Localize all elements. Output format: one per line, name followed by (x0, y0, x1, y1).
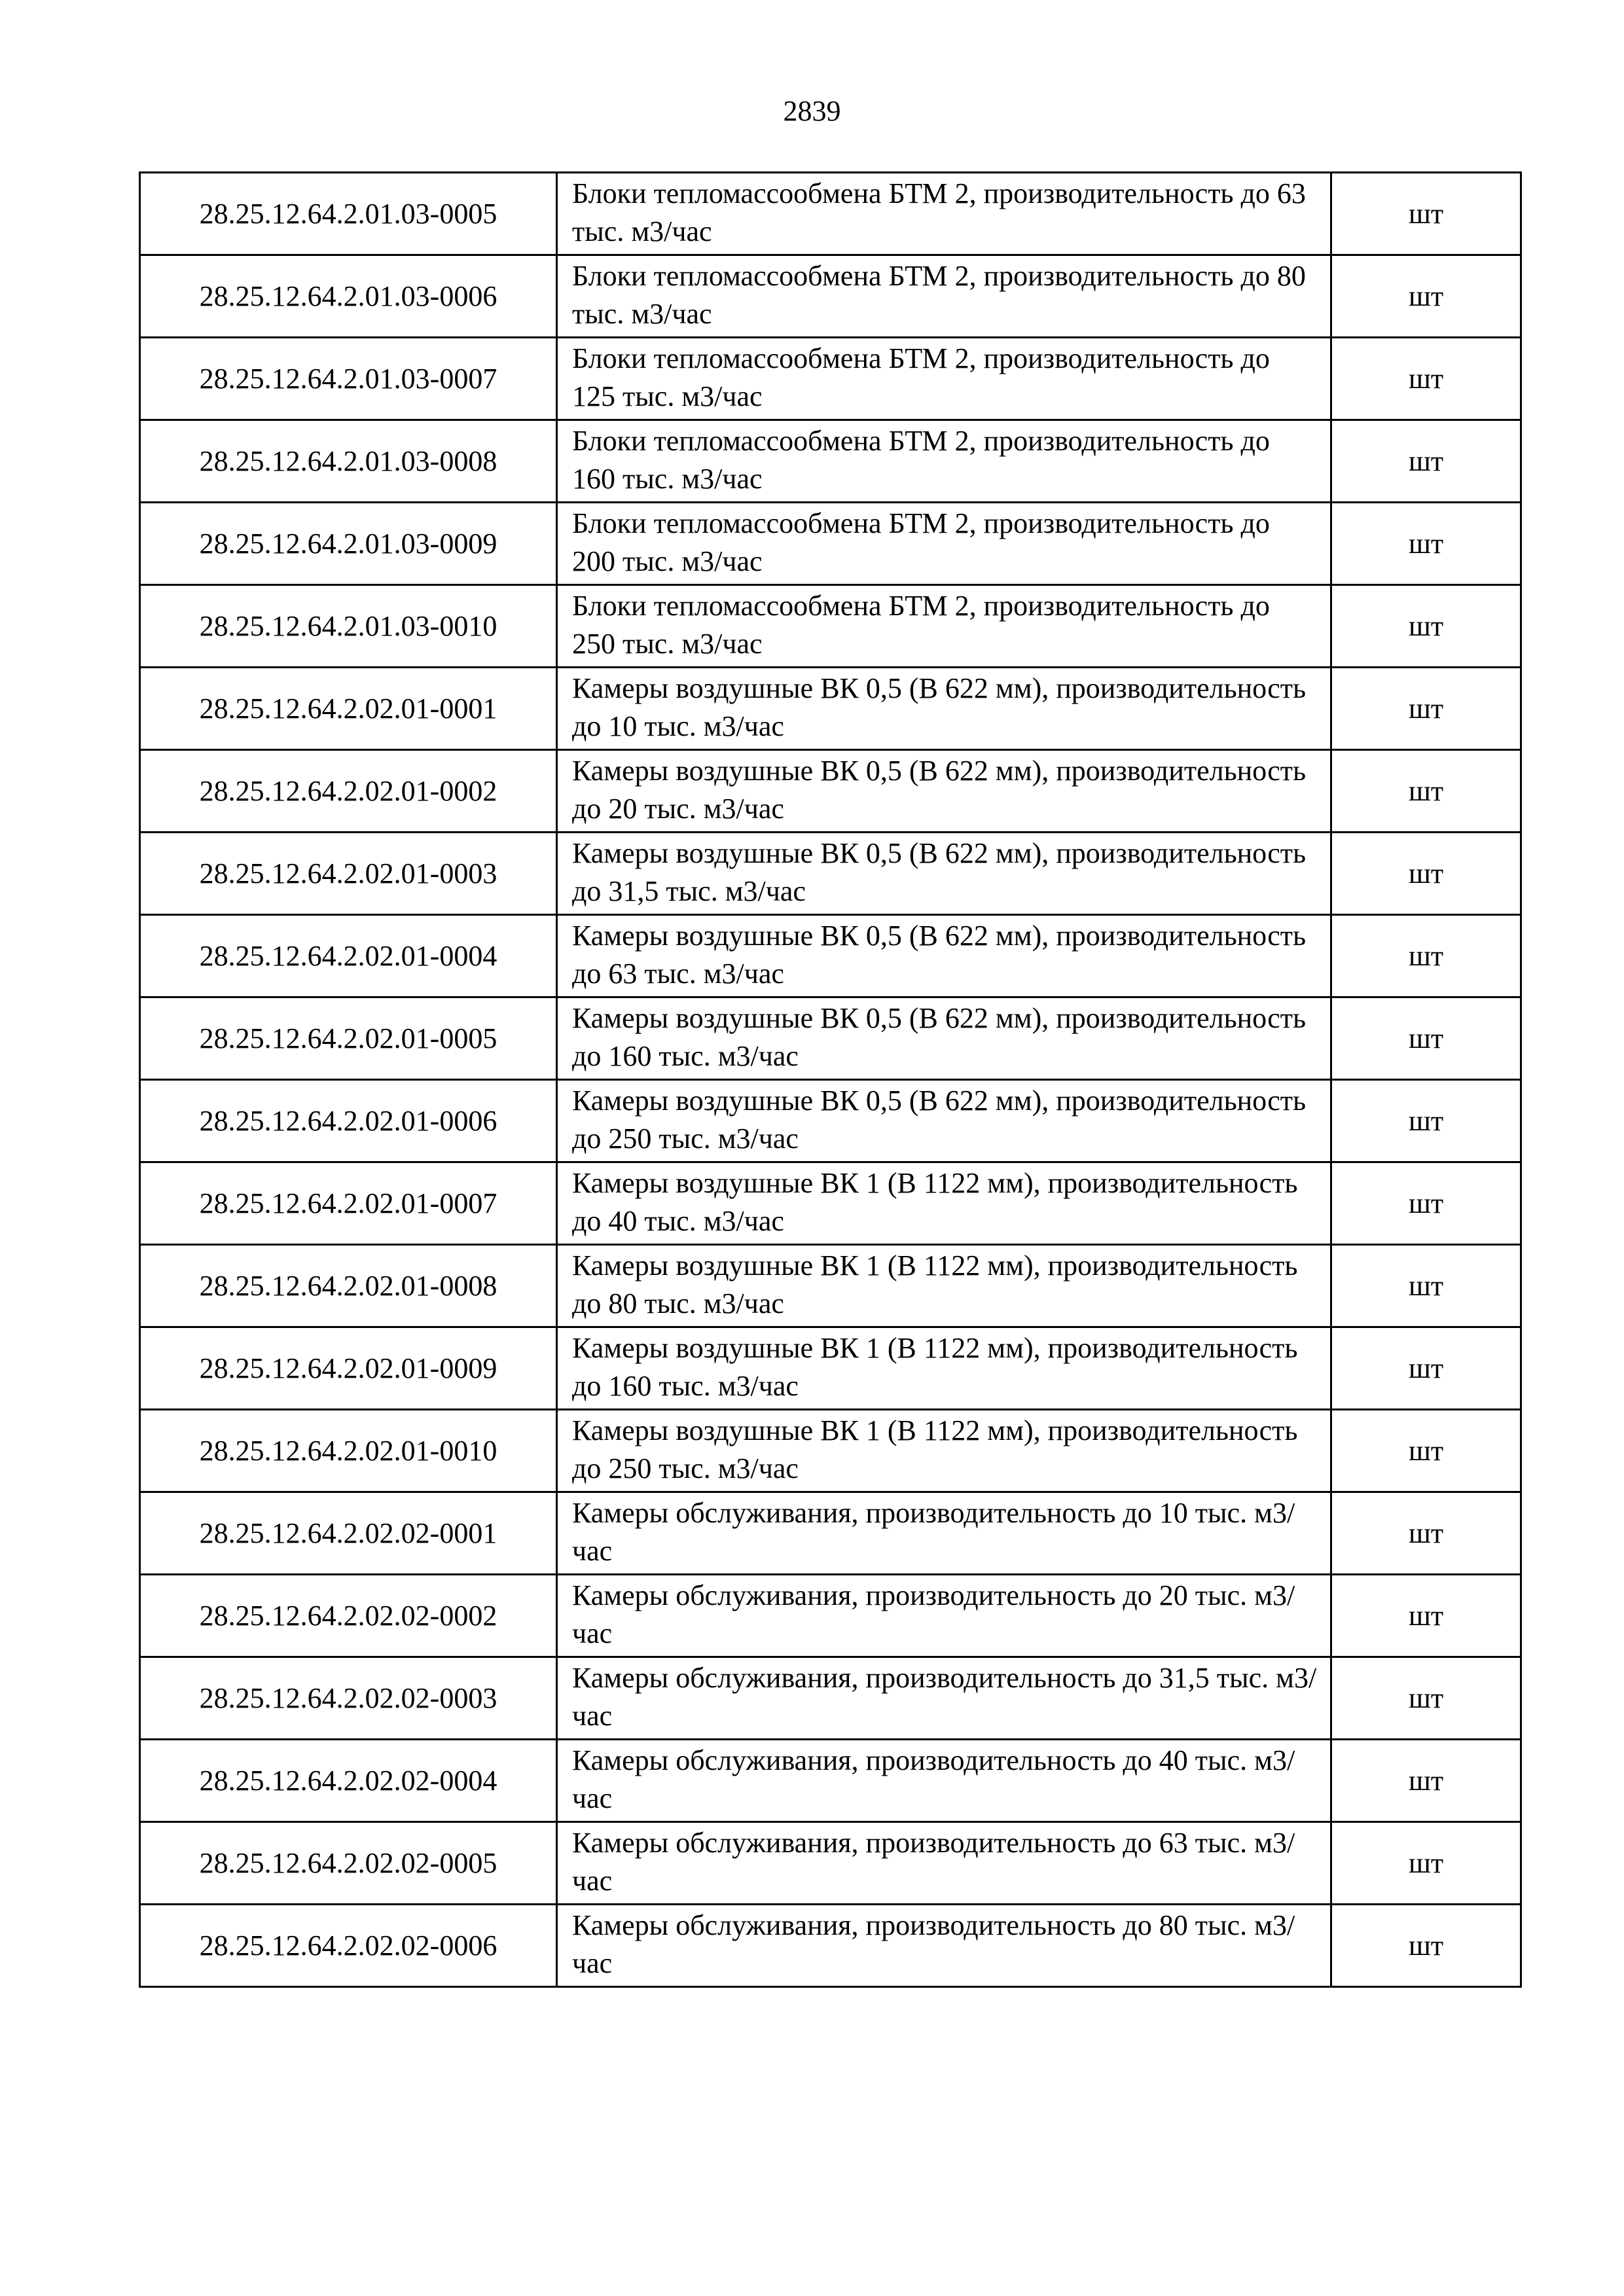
row-unit: шт (1331, 1740, 1521, 1822)
table-row (140, 503, 1521, 585)
table-row (140, 997, 1521, 1080)
table-row (140, 1822, 1521, 1905)
table-row (140, 585, 1521, 668)
row-code: 28.25.12.64.2.01.03-0009 (140, 503, 557, 585)
row-code: 28.25.12.64.2.02.01-0003 (140, 833, 557, 915)
row-name: Камеры воздушные ВК 0,5 (В 622 мм), производительность до 63 тыс. м3/час (557, 915, 1331, 997)
row-unit: шт (1331, 585, 1521, 668)
row-name: Блоки тепломассообмена БТМ 2, производительность до 63 тыс. м3/час (557, 173, 1331, 255)
row-unit: шт (1331, 1822, 1521, 1905)
table-row (140, 1080, 1521, 1162)
row-name: Блоки тепломассообмена БТМ 2, производительность до 125 тыс. м3/час (557, 338, 1331, 420)
row-code: 28.25.12.64.2.02.01-0010 (140, 1410, 557, 1492)
row-code: 28.25.12.64.2.02.01-0002 (140, 750, 557, 833)
row-unit: шт (1331, 503, 1521, 585)
row-code: 28.25.12.64.2.02.02-0005 (140, 1822, 557, 1905)
table-row (140, 1740, 1521, 1822)
row-unit: шт (1331, 668, 1521, 750)
row-name: Камеры обслуживания, производительность до 20 тыс. м3/час (557, 1575, 1331, 1657)
row-code: 28.25.12.64.2.02.01-0008 (140, 1245, 557, 1327)
row-code: 28.25.12.64.2.02.01-0005 (140, 997, 557, 1080)
row-code: 28.25.12.64.2.02.02-0004 (140, 1740, 557, 1822)
row-code: 28.25.12.64.2.01.03-0010 (140, 585, 557, 668)
table-row (140, 1492, 1521, 1575)
row-code: 28.25.12.64.2.02.01-0004 (140, 915, 557, 997)
table-row (140, 1245, 1521, 1327)
row-name: Блоки тепломассообмена БТМ 2, производительность до 250 тыс. м3/час (557, 585, 1331, 668)
row-unit: шт (1331, 1410, 1521, 1492)
table-row (140, 833, 1521, 915)
row-unit: шт (1331, 420, 1521, 503)
row-unit: шт (1331, 750, 1521, 833)
table-row (140, 750, 1521, 833)
table-row (140, 1162, 1521, 1245)
row-name: Камеры обслуживания, производительность до 40 тыс. м3/час (557, 1740, 1331, 1822)
table-row (140, 1905, 1521, 1987)
row-unit: шт (1331, 1575, 1521, 1657)
row-code: 28.25.12.64.2.01.03-0008 (140, 420, 557, 503)
table-row (140, 1657, 1521, 1740)
row-code: 28.25.12.64.2.02.01-0001 (140, 668, 557, 750)
table-row (140, 915, 1521, 997)
row-name: Камеры воздушные ВК 0,5 (В 622 мм), производительность до 20 тыс. м3/час (557, 750, 1331, 833)
row-unit: шт (1331, 338, 1521, 420)
table-row (140, 1327, 1521, 1410)
row-unit: шт (1331, 833, 1521, 915)
table-row (140, 255, 1521, 338)
table-row (140, 338, 1521, 420)
row-name: Блоки тепломассообмена БТМ 2, производительность до 200 тыс. м3/час (557, 503, 1331, 585)
table-row (140, 1575, 1521, 1657)
table-row (140, 668, 1521, 750)
resource-table-body (140, 173, 1521, 1987)
table-row (140, 173, 1521, 255)
row-name: Камеры обслуживания, производительность до 10 тыс. м3/час (557, 1492, 1331, 1575)
row-code: 28.25.12.64.2.01.03-0005 (140, 173, 557, 255)
row-name: Камеры обслуживания, производительность до 31,5 тыс. м3/час (557, 1657, 1331, 1740)
row-unit: шт (1331, 1245, 1521, 1327)
row-name: Блоки тепломассообмена БТМ 2, производительность до 160 тыс. м3/час (557, 420, 1331, 503)
row-unit: шт (1331, 1162, 1521, 1245)
row-name: Камеры воздушные ВК 1 (В 1122 мм), производительность до 40 тыс. м3/час (557, 1162, 1331, 1245)
row-name: Камеры воздушные ВК 1 (В 1122 мм), производительность до 160 тыс. м3/час (557, 1327, 1331, 1410)
row-code: 28.25.12.64.2.02.01-0006 (140, 1080, 557, 1162)
row-name: Камеры обслуживания, производительность до 63 тыс. м3/час (557, 1822, 1331, 1905)
row-unit: шт (1331, 1905, 1521, 1987)
row-code: 28.25.12.64.2.02.01-0007 (140, 1162, 557, 1245)
row-unit: шт (1331, 1327, 1521, 1410)
row-name: Камеры воздушные ВК 0,5 (В 622 мм), производительность до 160 тыс. м3/час (557, 997, 1331, 1080)
row-unit: шт (1331, 997, 1521, 1080)
row-unit: шт (1331, 1080, 1521, 1162)
row-name: Камеры воздушные ВК 0,5 (В 622 мм), производительность до 10 тыс. м3/час (557, 668, 1331, 750)
row-code: 28.25.12.64.2.02.01-0009 (140, 1327, 557, 1410)
row-name: Камеры воздушные ВК 0,5 (В 622 мм), производительность до 31,5 тыс. м3/час (557, 833, 1331, 915)
row-code: 28.25.12.64.2.02.02-0002 (140, 1575, 557, 1657)
row-code: 28.25.12.64.2.02.02-0006 (140, 1905, 557, 1987)
row-unit: шт (1331, 173, 1521, 255)
row-name: Камеры воздушные ВК 0,5 (В 622 мм), производительность до 250 тыс. м3/час (557, 1080, 1331, 1162)
row-unit: шт (1331, 1657, 1521, 1740)
row-unit: шт (1331, 255, 1521, 338)
row-unit: шт (1331, 1492, 1521, 1575)
row-name: Камеры воздушные ВК 1 (В 1122 мм), производительность до 250 тыс. м3/час (557, 1410, 1331, 1492)
table-row (140, 1410, 1521, 1492)
row-code: 28.25.12.64.2.02.02-0001 (140, 1492, 557, 1575)
resource-table (139, 171, 1522, 1988)
row-name: Блоки тепломассообмена БТМ 2, производительность до 80 тыс. м3/час (557, 255, 1331, 338)
row-unit: шт (1331, 915, 1521, 997)
row-name: Камеры воздушные ВК 1 (В 1122 мм), производительность до 80 тыс. м3/час (557, 1245, 1331, 1327)
row-code: 28.25.12.64.2.01.03-0006 (140, 255, 557, 338)
row-code: 28.25.12.64.2.01.03-0007 (140, 338, 557, 420)
row-name: Камеры обслуживания, производительность до 80 тыс. м3/час (557, 1905, 1331, 1987)
table-row (140, 420, 1521, 503)
row-code: 28.25.12.64.2.02.02-0003 (140, 1657, 557, 1740)
page-number: 2839 (783, 95, 841, 127)
